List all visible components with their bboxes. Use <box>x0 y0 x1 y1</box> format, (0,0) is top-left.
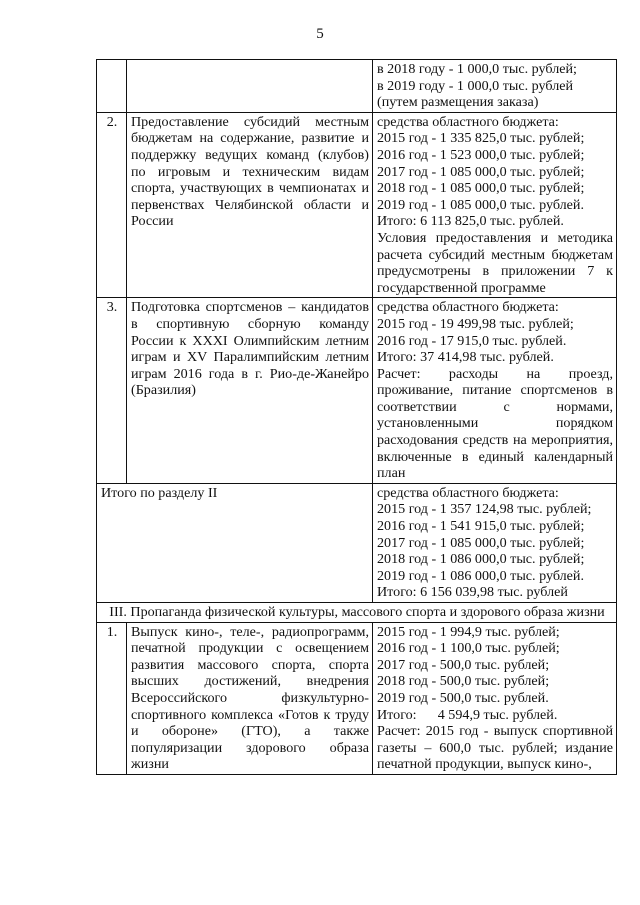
funding-line: 2019 год - 500,0 тыс. рублей. <box>377 689 549 706</box>
funding-cell <box>373 60 617 113</box>
funding-line: 2019 год - 1 086 000,0 тыс. рублей. <box>377 567 584 584</box>
funding-line: 2015 год - 1 994,9 тыс. рублей; <box>377 623 560 640</box>
funding-cell <box>373 622 617 774</box>
funding-line: средства областного бюджета: <box>377 299 559 316</box>
table-row <box>97 603 617 623</box>
funding-cell <box>373 483 617 602</box>
funding-line: 2019 год - 1 085 000,0 тыс. рублей. <box>377 196 584 213</box>
activity-description: Подготовка спортсменов – кандидатов в спортивную сборную команду России к XXXI Олимпийским летним играм и XV Паралимпийским летним играм 2016 года в г. Рио-де-Жанейро (Бразилия) <box>127 298 373 484</box>
funding-line: 2017 год - 1 085 000,0 тыс. рублей; <box>377 534 585 551</box>
row-number: 2. <box>97 112 127 298</box>
row-number-cell <box>97 60 127 113</box>
page-number: 5 <box>316 26 324 42</box>
table-row <box>97 622 617 774</box>
funding-line: средства областного бюджета: <box>377 113 559 130</box>
funding-line: 2018 год - 1 086 000,0 тыс. рублей; <box>377 551 585 568</box>
table-row <box>97 60 617 113</box>
program-activities-table <box>96 59 617 775</box>
funding-line: 2016 год - 17 915,0 тыс. рублей. <box>377 332 567 349</box>
funding-line: 2016 год - 1 541 915,0 тыс. рублей; <box>377 518 585 535</box>
row-number: 3. <box>97 298 127 484</box>
funding-line: 2018 год - 1 085 000,0 тыс. рублей; <box>377 180 585 197</box>
funding-line: 2015 год - 19 499,98 тыс. рублей; <box>377 315 574 332</box>
funding-line: 2017 год - 1 085 000,0 тыс. рублей; <box>377 163 585 180</box>
funding-line: в 2019 году - 1 000,0 тыс. рублей <box>377 77 574 94</box>
table-row <box>97 483 617 602</box>
funding-cell <box>373 112 617 298</box>
funding-note: Расчет: расходы на проезд, проживание, питание спортсменов в соответствии с нормами, установленными порядком расходования средств на мероприятия, включенные в единый календарный план <box>377 365 613 482</box>
funding-line: 2015 год - 1 357 124,98 тыс. рублей; <box>377 501 592 518</box>
activity-description: Предоставление субсидий местным бюджетам на содержание, развитие и поддержку ведущих команд (клубов) по игровым и техническим видам спорта, участвующих в чемпионатах и первенствах Челябинской области и России <box>127 112 373 298</box>
funding-line: 2016 год - 1 523 000,0 тыс. рублей; <box>377 146 585 163</box>
description-cell <box>127 60 373 113</box>
activity-description: Выпуск кино-, теле-, радиопрограмм, печатной продукции с освещением развития массового спорта, спорта высших достижений, внедрения Всероссийского физкультурно-спортивного комплекса «Готов к труду и обороне» (ГТО), а также популяризации здорового образа жизни <box>127 622 373 774</box>
funding-line: 2017 год - 500,0 тыс. рублей; <box>377 656 550 673</box>
table-row <box>97 298 617 484</box>
funding-line: 2018 год - 500,0 тыс. рублей; <box>377 673 550 690</box>
funding-note: Условия предоставления и методика расчета субсидий местным бюджетам предусмотрены в приложении 7 к государственной программе <box>377 229 613 296</box>
funding-note: Расчет: 2015 год - выпуск спортивной газеты – 600,0 тыс. рублей; издание печатной продукции, выпуск кино-, <box>377 723 613 773</box>
section-heading: III. Пропаганда физической культуры, массового спорта и здорового образа жизни <box>97 603 617 623</box>
funding-total: Итого: 37 414,98 тыс. рублей. <box>377 349 554 366</box>
funding-total: Итого: 6 113 825,0 тыс. рублей. <box>377 213 564 230</box>
funding-cell <box>373 298 617 484</box>
funding-line: (путем размещения заказа) <box>377 94 539 111</box>
row-number: 1. <box>97 622 127 774</box>
funding-line: 2016 год - 1 100,0 тыс. рублей; <box>377 640 560 657</box>
table-row <box>97 112 617 298</box>
funding-line: средства областного бюджета: <box>377 484 559 501</box>
funding-line: в 2018 году - 1 000,0 тыс. рублей; <box>377 61 577 77</box>
funding-line: 2015 год - 1 335 825,0 тыс. рублей; <box>377 130 585 147</box>
section-total-label: Итого по разделу II <box>97 483 373 602</box>
funding-total: Итого: 6 156 039,98 тыс. рублей <box>377 584 568 601</box>
funding-total: Итого: 4 594,9 тыс. рублей. <box>377 706 558 723</box>
